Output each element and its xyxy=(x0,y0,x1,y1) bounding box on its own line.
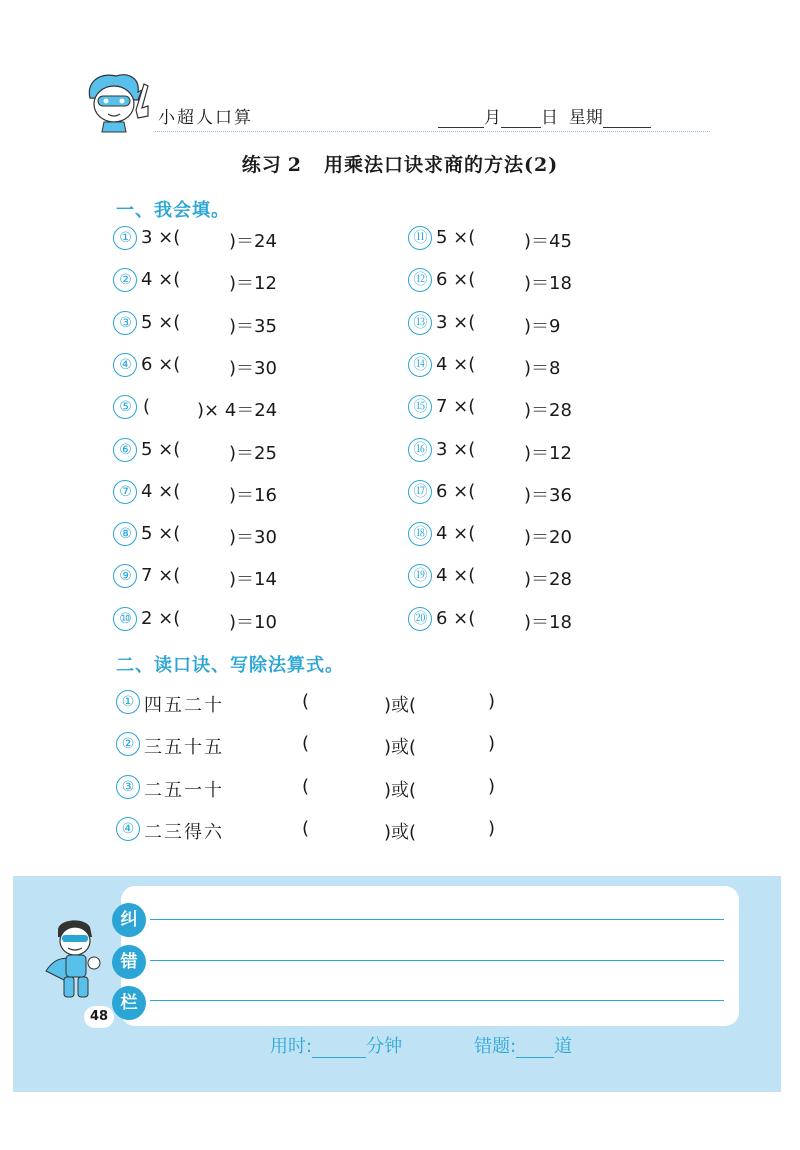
header-divider xyxy=(155,131,710,132)
multiplication-phrase: 二三得六 xyxy=(144,821,224,843)
question-number: ⑤ xyxy=(113,395,137,419)
question-left: 5 ×( xyxy=(436,227,476,248)
correction-line[interactable] xyxy=(150,1000,724,1001)
question-right: )＝20 xyxy=(524,527,572,549)
boy-mascot-illustration xyxy=(82,70,160,134)
correction-line[interactable] xyxy=(150,919,724,920)
question-right: )＝10 xyxy=(229,611,277,633)
question-number: ⑱ xyxy=(408,522,432,546)
question-right: )＝12 xyxy=(229,273,277,295)
question-number: ⑭ xyxy=(408,353,432,377)
month-blank[interactable] xyxy=(438,109,484,128)
question-right: )＝18 xyxy=(524,611,572,633)
answer-open: ( xyxy=(302,691,310,712)
question-left: 6 ×( xyxy=(436,480,476,502)
phrase-number: ④ xyxy=(116,817,140,841)
question-right: )＝12 xyxy=(524,442,572,464)
question-left: 6 ×( xyxy=(436,269,476,291)
question-right: )＝28 xyxy=(524,400,572,422)
page-title xyxy=(0,150,800,177)
answer-close: ) xyxy=(488,775,496,797)
errors-blank[interactable] xyxy=(516,1039,554,1058)
question-right: )＝24 xyxy=(229,231,277,252)
date-line xyxy=(438,103,651,128)
answer-close: ) xyxy=(488,817,496,839)
multiplication-phrase: 四五二十 xyxy=(144,695,224,716)
phrase-number: ③ xyxy=(116,775,140,799)
question-left: 5 ×( xyxy=(141,523,181,545)
multiplication-phrase: 三五十五 xyxy=(144,737,224,759)
answer-or: )或( xyxy=(384,695,417,716)
title-number: 2 xyxy=(287,154,303,176)
question-left: 6 ×( xyxy=(436,607,476,629)
answer-or: )或( xyxy=(384,779,417,801)
day-blank[interactable] xyxy=(501,109,541,128)
question-left: 4 ×( xyxy=(436,565,476,587)
question-left: 5 ×( xyxy=(141,311,181,333)
answer-close: ) xyxy=(488,691,496,712)
question-number: ⑲ xyxy=(408,564,432,588)
question-left: 2 ×( xyxy=(141,607,181,629)
time-blank[interactable] xyxy=(312,1039,366,1058)
question-left: 4 ×( xyxy=(436,353,476,375)
answer-open: ( xyxy=(302,733,310,755)
badge-lan: 栏 xyxy=(112,986,146,1020)
question-right: )＝30 xyxy=(229,357,277,379)
weekday-blank[interactable] xyxy=(603,109,651,128)
question-left: 3 ×( xyxy=(141,227,181,248)
errors-label: 错题: xyxy=(474,1036,517,1057)
question-number: ⑮ xyxy=(408,395,432,419)
question-number: ⑪ xyxy=(408,226,432,250)
answer-or: )或( xyxy=(384,737,417,759)
answer-close: ) xyxy=(488,733,496,755)
day-label: 日 xyxy=(541,108,558,128)
multiplication-phrase: 二五一十 xyxy=(144,779,224,801)
question-right: )＝30 xyxy=(229,527,277,549)
question-number: ④ xyxy=(113,353,137,377)
superhero-mascot-illustration xyxy=(40,915,116,1005)
question-right: )＝16 xyxy=(229,484,277,506)
question-number: ⑯ xyxy=(408,438,432,462)
question-right: )＝18 xyxy=(524,273,572,295)
phrase-number: ① xyxy=(116,690,140,714)
question-number: ⑬ xyxy=(408,311,432,335)
brand-name: 小超人口算 xyxy=(158,108,253,128)
question-number: ② xyxy=(113,268,137,292)
errors-unit: 道 xyxy=(554,1036,573,1057)
question-left: ( xyxy=(143,396,151,418)
question-number: ⑫ xyxy=(408,268,432,292)
time-unit: 分钟 xyxy=(366,1036,403,1057)
question-left: 6 ×( xyxy=(141,353,181,375)
question-number: ⑰ xyxy=(408,480,432,504)
title-label: 练习 xyxy=(241,154,282,176)
answer-open: ( xyxy=(302,817,310,839)
badge-jiu: 纠 xyxy=(112,903,146,937)
question-right: )＝28 xyxy=(524,569,572,591)
question-number: ⑳ xyxy=(408,607,432,631)
answer-or: )或( xyxy=(384,821,417,843)
question-right: )＝45 xyxy=(524,231,572,252)
title-text: 用乘法口诀求商的方法(2) xyxy=(324,154,559,176)
section-two-heading: 二、读口诀、写除法算式。 xyxy=(116,655,344,676)
weekday-label: 星期 xyxy=(568,108,603,128)
question-right: )＝36 xyxy=(524,484,572,506)
time-label: 用时: xyxy=(270,1036,313,1057)
question-number: ⑦ xyxy=(113,480,137,504)
question-right: )＝9 xyxy=(524,315,561,337)
page-number: 48 xyxy=(84,1006,114,1028)
question-number: ⑧ xyxy=(113,522,137,546)
question-left: 4 ×( xyxy=(141,480,181,502)
question-number: ⑥ xyxy=(113,438,137,462)
question-left: 3 ×( xyxy=(436,438,476,460)
phrase-number: ② xyxy=(116,732,140,756)
question-number: ⑨ xyxy=(113,564,137,588)
question-left: 4 ×( xyxy=(436,523,476,545)
question-left: 3 ×( xyxy=(436,311,476,333)
question-number: ⑩ xyxy=(113,607,137,631)
section-one-heading: 一、我会填。 xyxy=(116,200,230,221)
question-left: 7 ×( xyxy=(141,565,181,587)
correction-card xyxy=(121,886,739,1026)
question-left: 5 ×( xyxy=(141,438,181,460)
question-right: )＝14 xyxy=(229,569,277,591)
question-number: ① xyxy=(113,226,137,250)
answer-open: ( xyxy=(302,775,310,797)
question-right: )＝8 xyxy=(524,357,561,379)
footer-stats xyxy=(270,1032,572,1058)
badge-cuo: 错 xyxy=(112,945,146,979)
question-right: )× 4＝24 xyxy=(197,400,278,422)
question-right: )＝25 xyxy=(229,442,277,464)
question-number: ③ xyxy=(113,311,137,335)
question-left: 7 ×( xyxy=(436,396,476,418)
question-left: 4 ×( xyxy=(141,269,181,291)
correction-line[interactable] xyxy=(150,960,724,961)
month-label: 月 xyxy=(484,108,501,128)
question-right: )＝35 xyxy=(229,315,277,337)
